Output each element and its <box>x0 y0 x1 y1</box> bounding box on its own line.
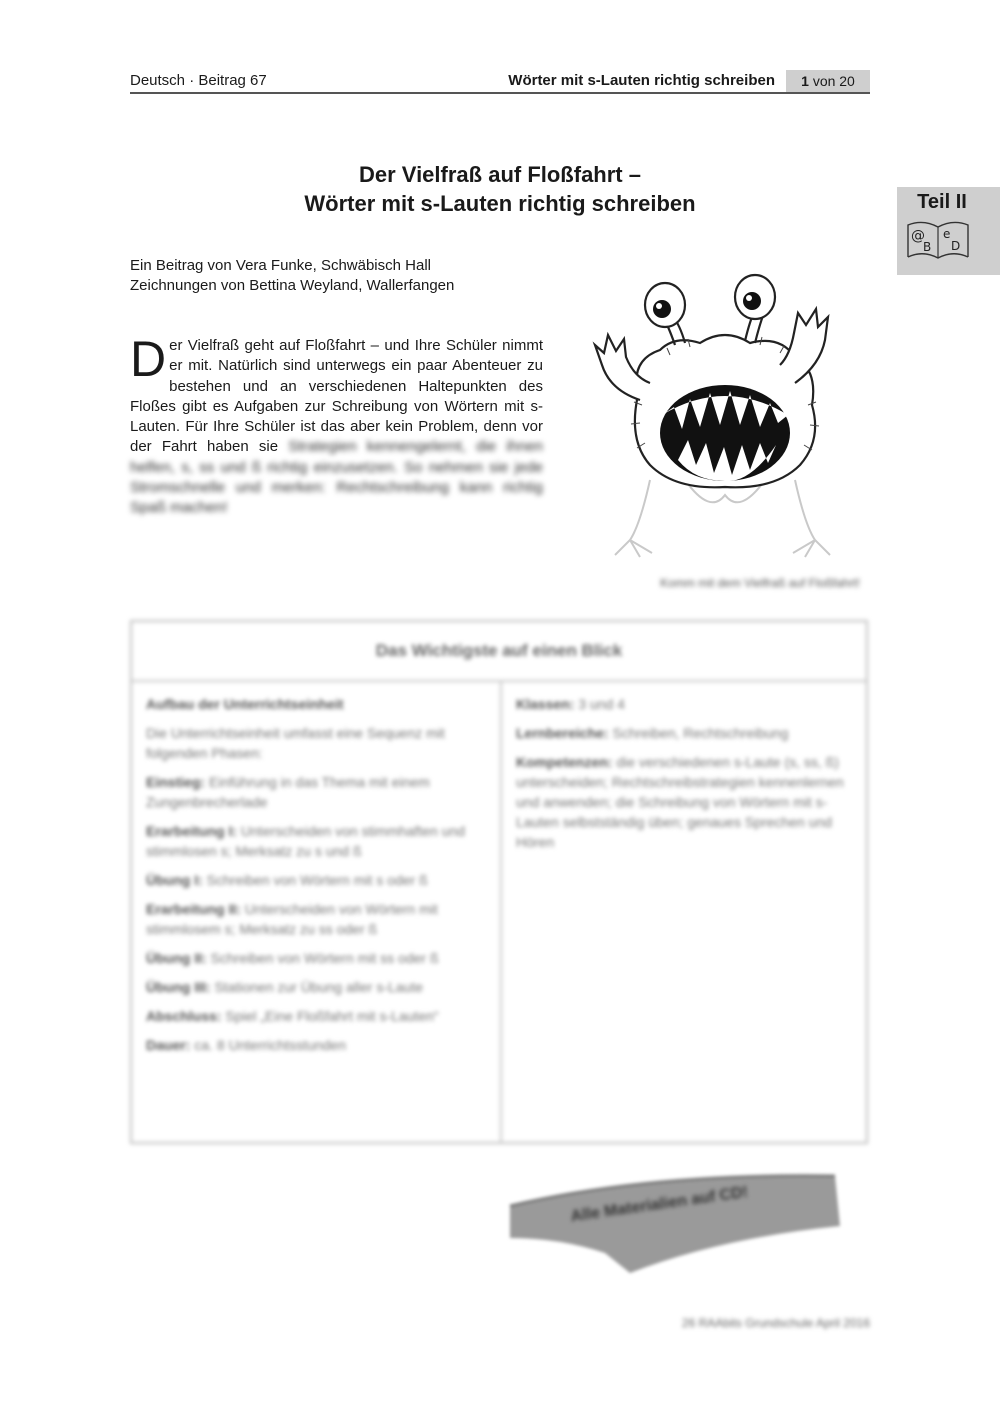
overview-aufbau-text: Die Unterrichtseinheit umfasst eine Sequenz mit folgenden Phasen: <box>146 725 445 761</box>
page-current: 1 <box>801 73 809 89</box>
overview-einstieg: Einstieg: Einführung in das Thema mit einem Zungenbrecherlade <box>146 774 430 810</box>
title-line-1: Der Vielfraß auf Floßfahrt – <box>359 162 641 187</box>
intro-paragraph <box>130 331 544 519</box>
running-header <box>130 70 870 94</box>
illustration-caption: Komm mit dem Vielfraß auf Floßfahrt! <box>660 576 860 590</box>
document-title <box>130 160 870 218</box>
svg-text:e: e <box>943 227 951 241</box>
monster-mouth <box>660 385 790 481</box>
byline <box>130 256 454 296</box>
svg-text:B: B <box>923 240 932 254</box>
overview-left-column <box>146 694 486 1064</box>
column-divider <box>500 680 502 1142</box>
header-subject: Deutsch · Beitrag 67 <box>130 72 267 89</box>
page-indicator <box>786 70 870 92</box>
byline-author: Ein Beitrag von Vera Funke, Schwäbisch Hall <box>130 257 431 274</box>
svg-text:@: @ <box>911 228 925 244</box>
overview-aufbau: Aufbau der Unterrichtseinheit <box>146 696 344 712</box>
header-title: Wörter mit s-Lauten richtig schreiben <box>508 72 775 89</box>
cd-banner-shape <box>500 1168 880 1278</box>
intro-text: er Vielfraß geht auf Floßfahrt – und Ihre Schüler nimmt er mit. Natürlich sind unterwegs ein paar Abenteuer zu bestehen und an verschiedenen Haltepunkten des Floßes gibt es Aufgaben zur Schreibung von Wörtern mit s-Lauten. Für Ihre Schüler ist das aber kein Problem, denn vor der Fahrt haben sie <box>130 337 543 456</box>
drop-cap: D <box>130 331 167 387</box>
overview-erarbeitung-2: Erarbeitung II: Unterscheiden von Wörtern mit stimmlosem s; Merksatz zu ss oder ß <box>146 901 438 937</box>
monster-lower-body-faded <box>615 480 830 557</box>
overview-uebung-1: Übung I: Schreiben von Wörtern mit s oder ß <box>146 872 428 888</box>
monster-eyes <box>645 275 775 327</box>
overview-box-heading: Das Wichtigste auf einen Blick <box>132 622 866 682</box>
page-footer: 26 RAAbits Grundschule April 2016 <box>681 1316 870 1330</box>
intro-text-blurred: Strategien kennengelernt, die ihnen helfen, s, ss und ß richtig einzusetzen. So nehmen sie jede Stromschnelle und merken: Rechtschreibung kann richtig Spaß machen! <box>130 438 544 517</box>
overview-erarbeitung-1: Erarbeitung I: Unterscheiden von stimmhaften und stimmlosen s; Merksatz zu s und ß <box>146 823 466 859</box>
overview-abschluss: Abschluss: Spiel „Eine Floßfahrt mit s-Lauten“ <box>146 1008 439 1024</box>
byline-illustrator: Zeichnungen von Bettina Weyland, Wallerfangen <box>130 277 455 294</box>
title-line-2: Wörter mit s-Lauten richtig schreiben <box>304 191 696 216</box>
monster-right-arm <box>780 309 828 383</box>
overview-uebung-2: Übung II: Schreiben von Wörtern mit ss oder ß <box>146 950 439 966</box>
section-tab-label: Teil II <box>917 191 967 213</box>
svg-text:D: D <box>951 239 961 253</box>
overview-right-column <box>516 694 856 861</box>
overview-box <box>130 620 868 1144</box>
section-tab <box>897 187 1000 275</box>
overview-lernbereiche: Lernbereiche: Schreiben, Rechtschreibung <box>516 725 789 741</box>
overview-klassen: Klassen: 3 und 4 <box>516 696 625 712</box>
page-total: von 20 <box>812 73 855 89</box>
overview-dauer: Dauer: ca. 8 Unterrichtsstunden <box>146 1037 346 1053</box>
book-abcd-icon <box>905 217 971 265</box>
monster-illustration <box>590 265 860 565</box>
overview-uebung-3: Übung III: Stationen zur Übung aller s-Laute <box>146 979 424 995</box>
cd-banner-text: Alle Materialien auf CD! <box>569 1183 749 1226</box>
overview-kompetenzen: Kompetenzen: die verschiedenen s-Laute (s, ss, ß) unterscheiden; Rechtschreibstrategien kennenlernen und anwenden; die Schreibung von Wörtern mit s-Lauten selbstständig üben; genaues Sprechen und Hören <box>516 754 844 850</box>
